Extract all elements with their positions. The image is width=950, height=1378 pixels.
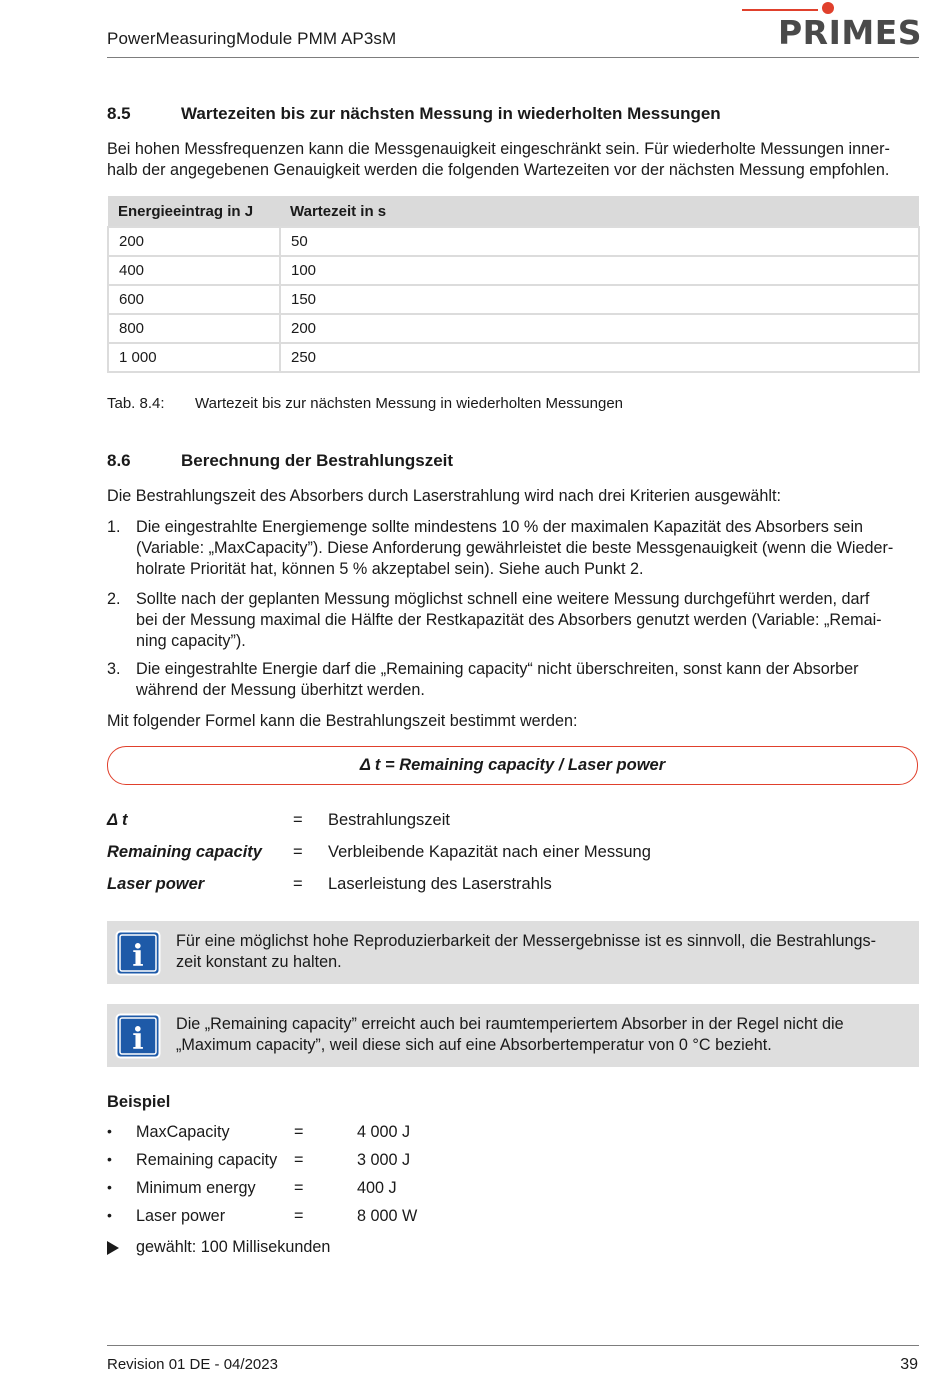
formula-box: Δ t = Remaining capacity / Laser power xyxy=(107,746,918,785)
result-arrow-icon xyxy=(107,1241,119,1255)
bullet: • xyxy=(107,1123,112,1139)
example-key: Minimum energy xyxy=(136,1179,256,1197)
example-equals: = xyxy=(294,1179,304,1197)
example-list-item xyxy=(107,1123,507,1145)
section-heading-8-6 xyxy=(107,451,919,473)
example-key: Remaining capacity xyxy=(136,1151,278,1169)
example-result xyxy=(107,1238,507,1260)
list-line: (Variable: „MaxCapacity”). Diese Anforderung gewährleistet die beste Messgenauigkeit (wenn die Wieder- xyxy=(136,539,894,557)
footer-divider xyxy=(107,1345,919,1346)
section-title: Wartezeiten bis zur nächsten Messung in wiederholten Messungen xyxy=(181,104,721,123)
example-equals: = xyxy=(294,1207,304,1225)
table-cell-energy: 400 xyxy=(108,256,280,285)
list-line: während der Messung überhitzt werden. xyxy=(136,681,425,699)
section-title: Berechnung der Bestrahlungszeit xyxy=(181,451,454,470)
header-divider xyxy=(107,57,919,58)
list-line: ning capacity”). xyxy=(136,632,246,650)
table-cell-wait: 100 xyxy=(280,256,919,285)
table-header-wait: Wartezeit in s xyxy=(280,196,919,227)
table-cell-wait: 200 xyxy=(280,314,919,343)
example-list-item xyxy=(107,1179,507,1201)
definition-meaning: Verbleibende Kapazität nach einer Messung xyxy=(328,843,651,861)
bullet: • xyxy=(107,1179,112,1195)
definition-equals: = xyxy=(293,843,303,861)
example-key: MaxCapacity xyxy=(136,1123,230,1141)
table-cell-energy: 200 xyxy=(108,227,280,256)
info-line: Für eine möglichst hohe Reproduzierbarkeit der Messergebnisse ist es sinnvoll, die Bestrahlungs- xyxy=(176,932,877,950)
definition-row xyxy=(107,811,707,833)
info-line: Die „Remaining capacity” erreicht auch bei raumtemperiertem Absorber in der Regel nicht die xyxy=(176,1015,844,1033)
logo-accent-line xyxy=(742,9,818,11)
caption-label: Tab. 8.4: xyxy=(107,395,165,412)
definition-row xyxy=(107,875,707,897)
info-line: zeit konstant zu halten. xyxy=(176,953,342,971)
example-value: 3 000 J xyxy=(357,1151,411,1169)
logo-text: PRIMES xyxy=(778,13,923,52)
table-header-energy: Energieeintrag in J xyxy=(108,196,280,227)
info-note-text xyxy=(176,1014,911,1056)
definition-symbol: Remaining capacity xyxy=(107,843,262,861)
example-list-item xyxy=(107,1151,507,1173)
criteria-list-item xyxy=(107,517,920,580)
definition-equals: = xyxy=(293,875,303,893)
info-icon xyxy=(115,1013,161,1059)
document-title: PowerMeasuringModule PMM AP3sM xyxy=(107,29,397,48)
list-line: holrate Priorität hat, können 5 % akzeptabel sein). Siehe auch Punkt 2. xyxy=(136,560,644,578)
table-cell-wait: 50 xyxy=(280,227,919,256)
table-cell-wait: 150 xyxy=(280,285,919,314)
example-value: 8 000 W xyxy=(357,1207,418,1225)
caption-text: Wartezeit bis zur nächsten Messung in wiederholten Messungen xyxy=(195,395,623,412)
info-note-box xyxy=(107,1004,919,1067)
info-icon-glyph: i xyxy=(132,939,144,974)
waiting-time-table xyxy=(107,196,920,373)
section-number: 8.5 xyxy=(107,104,131,123)
section-heading-8-5 xyxy=(107,104,919,126)
info-note-box xyxy=(107,921,919,984)
definition-equals: = xyxy=(293,811,303,829)
table-cell-wait: 250 xyxy=(280,343,919,372)
list-number: 1. xyxy=(107,518,121,536)
example-equals: = xyxy=(294,1123,304,1141)
criteria-list-item xyxy=(107,589,920,652)
formula-intro: Mit folgender Formel kann die Bestrahlungszeit bestimmt werden: xyxy=(107,712,578,730)
table-row xyxy=(108,314,919,343)
definition-symbol: Δ t xyxy=(107,811,128,829)
example-value: 400 J xyxy=(357,1179,397,1197)
list-number: 3. xyxy=(107,660,121,678)
info-icon xyxy=(115,930,161,976)
result-text: gewählt: 100 Millisekunden xyxy=(136,1238,331,1256)
page-number: 39 xyxy=(900,1356,918,1373)
info-note-text xyxy=(176,931,911,973)
info-line: „Maximum capacity”, weil diese sich auf eine Absorbertemperatur von 0 °C bezieht. xyxy=(176,1036,772,1054)
criteria-list-item xyxy=(107,659,920,701)
definition-meaning: Bestrahlungszeit xyxy=(328,811,450,829)
table-row xyxy=(108,343,919,372)
info-icon-glyph: i xyxy=(132,1022,144,1057)
example-key: Laser power xyxy=(136,1207,226,1225)
table-row xyxy=(108,285,919,314)
table-caption xyxy=(107,395,919,415)
table-cell-energy: 600 xyxy=(108,285,280,314)
table-row xyxy=(108,227,919,256)
list-line: Sollte nach der geplanten Messung möglichst schnell eine weitere Messung durchgeführt werden, darf xyxy=(136,590,870,608)
definition-row xyxy=(107,843,707,865)
example-heading: Beispiel xyxy=(107,1093,171,1111)
primes-logo xyxy=(742,2,923,52)
table-cell-energy: 800 xyxy=(108,314,280,343)
example-list-item xyxy=(107,1207,507,1229)
example-value: 4 000 J xyxy=(357,1123,411,1141)
example-equals: = xyxy=(294,1151,304,1169)
paragraph-line: Bei hohen Messfrequenzen kann die Messgenauigkeit eingeschränkt sein. Für wiederholte Messungen inner- xyxy=(107,140,890,158)
table-header-row xyxy=(108,196,919,227)
list-line: Die eingestrahlte Energiemenge sollte mindestens 10 % der maximalen Kapazität des Absorbers sein xyxy=(136,518,864,536)
list-line: Die eingestrahlte Energie darf die „Remaining capacity“ nicht überschreiten, sonst kann der Absorber xyxy=(136,660,859,678)
table-row xyxy=(108,256,919,285)
section-number: 8.6 xyxy=(107,451,131,470)
list-line: bei der Messung maximal die Hälfte der Restkapazität des Absorbers genutzt werden (Variable: „Remai- xyxy=(136,611,882,629)
footer-revision: Revision 01 DE - 04/2023 xyxy=(107,1356,278,1373)
paragraph-line: halb der angegebenen Genauigkeit werden die folgenden Wartezeiten vor der nächsten Messung empfohlen. xyxy=(107,161,890,179)
list-number: 2. xyxy=(107,590,121,608)
section-8-5-paragraph xyxy=(107,139,919,181)
table-cell-energy: 1 000 xyxy=(108,343,280,372)
bullet: • xyxy=(107,1151,112,1167)
definition-meaning: Laserleistung des Laserstrahls xyxy=(328,875,552,893)
definition-symbol: Laser power xyxy=(107,875,205,893)
section-8-6-intro: Die Bestrahlungszeit des Absorbers durch Laserstrahlung wird nach drei Kriterien ausgewählt: xyxy=(107,487,781,505)
bullet: • xyxy=(107,1207,112,1223)
